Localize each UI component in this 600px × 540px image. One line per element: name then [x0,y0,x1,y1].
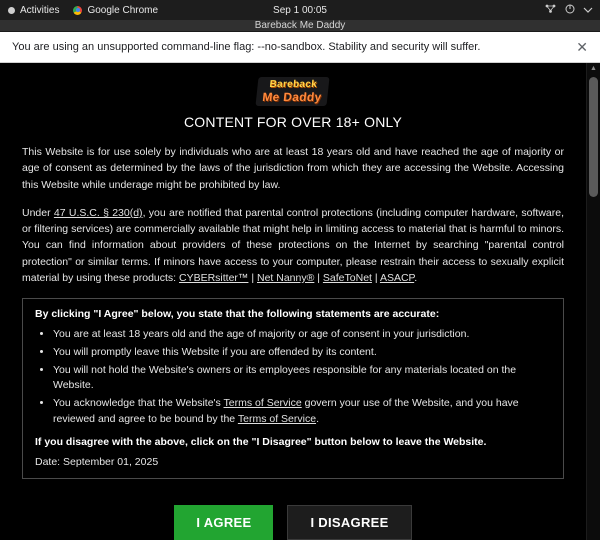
system-top-bar [0,0,600,20]
scrollbar-thumb[interactable] [589,77,598,197]
disclaimer-paragraph-1: This Website is for use solely by individuals who are at least 18 years old and have reached the age of majority or age of consent as determined by the laws of the jurisdiction from which they are accessing the Website. Accessing this Website while underage might be prohibited by law. [22,146,564,191]
disclaimer-paragraph-2: Under 47 U.S.C. § 230(d), you are notified that parental control protections (including computer hardware, software, or filtering services) are commercially available that might help in limiting access to material that is harmful to minors. You can find information about providers of these protections on the Internet by searching "parental control protection" or similar terms. If minors have access to your computer, please restrain their access to sexually explicit material by using these products: CYBERsitter™ | Net Nanny® | SafeToNet | ASACP. [22,206,564,284]
agreement-bullet-list [35,327,551,428]
logo-line-1: Bareback [269,79,319,90]
list-item: • You are at least 18 years old and the age of majority or age of consent in your jurisdiction. [53,327,551,343]
asacp-link[interactable]: ASACP [379,271,415,284]
infobar-message: You are using an unsupported command-line flag: --no-sandbox. Stability and security will suffer. [12,41,481,53]
para2-suffix: , you are notified that parental control protections (including computer hardware, software, or filtering services) are commercially available that might help in limiting access to material that is harmful to minors. You can find information about providers of these protections on the Internet by searching "parental control protection" or similar terms. If minors have access to your computer, please restrain their access to sexually explicit material by using these products: [22,206,564,284]
power-icon [565,4,575,17]
para2-end: . [414,271,418,284]
window-title: Bareback Me Daddy [254,20,346,31]
top-bar-left [8,5,158,16]
page-title: CONTENT FOR OVER 18+ ONLY [183,114,403,131]
logo-badge [256,77,330,106]
agreement-box [22,298,564,479]
agree-button[interactable]: I AGREE [174,505,273,540]
list-item: • You acknowledge that the Website's Terms of Service govern your use of the Website, and you have reviewed and agree to be bound by the Terms of Service. [53,396,551,428]
clock[interactable]: Sep 1 00:05 [273,4,327,16]
agreement-date: Date: September 01, 2025 [35,455,159,468]
chrome-icon [73,6,82,15]
page-viewport [0,63,600,540]
logo-line-2: Me Daddy [262,89,323,104]
scroll-up-icon[interactable]: ▲ [590,65,597,72]
cybersitter-link[interactable]: CYBERsitter™ [179,271,249,284]
list-item: • You will not hold the Website's owners or its employees responsible for any materials located on the Website. [53,363,551,395]
app-indicator-label: Google Chrome [87,4,159,16]
activities-button[interactable] [8,5,59,16]
terms-of-service-link-1[interactable]: Terms of Service [223,397,302,410]
para2-prefix: Under [22,206,54,219]
page-scrollbar[interactable] [586,63,600,540]
app-indicator-chrome[interactable] [73,5,158,16]
safetonet-link[interactable]: SafeToNet [322,271,372,284]
terms-of-service-link-2[interactable]: Terms of Service [237,412,317,425]
window-titlebar [0,20,600,32]
disagree-instruction: If you disagree with the above, click on the "I Disagree" button below to leave the Website. [35,435,487,448]
list-item: • You will promptly leave this Website if you are offended by its content. [53,345,551,361]
activities-dot-icon [8,7,15,14]
network-icon [545,4,556,16]
usc-230d-link[interactable]: 47 U.S.C. § 230(d) [53,206,143,219]
close-icon[interactable]: ✕ [576,39,588,55]
browser-window [0,20,600,530]
chevron-down-icon [584,5,592,16]
command-line-flag-infobar [0,32,600,63]
action-buttons [22,505,564,540]
status-area[interactable] [545,4,592,17]
agreement-intro: By clicking "I Agree" below, you state that the following statements are accurate: [35,308,440,321]
site-logo [22,77,564,106]
net-nanny-link[interactable]: Net Nanny® [257,271,315,284]
activities-label: Activities [20,4,60,16]
disagree-button[interactable]: I DISAGREE [287,505,411,540]
age-verification-page [0,63,586,540]
